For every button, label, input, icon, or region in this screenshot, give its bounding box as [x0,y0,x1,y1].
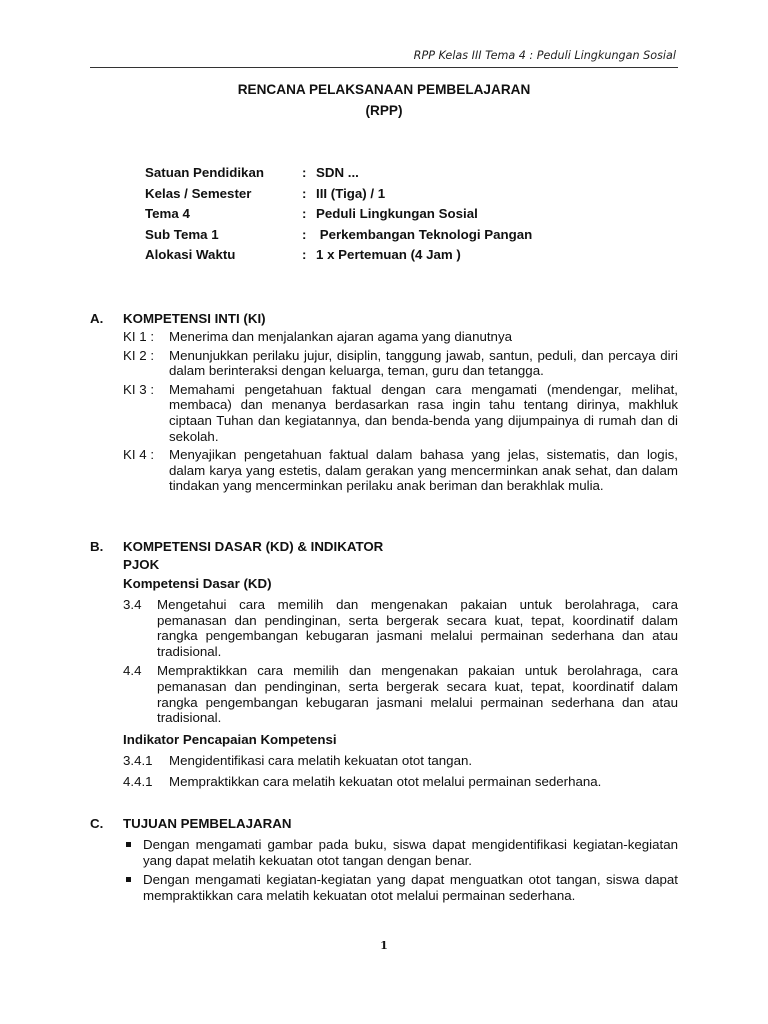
ki-label: KI 2 : [123,347,155,363]
section-kompetensi-dasar [90,539,678,796]
info-value: SDN ... [316,165,359,180]
section-heading [90,311,678,329]
goal-text: Dengan mengamati kegiatan-kegiatan yang dapat menguatkan otot tangan, siswa dapat mempraktikkan cara melatih kekuatan otot melalui permainan sederhana. [143,872,678,903]
ki-item [123,348,678,379]
info-row-kelas [145,186,532,207]
info-label: Satuan Pendidikan [145,165,264,180]
section-heading [90,539,678,557]
goal-text: Dengan mengamati gambar pada buku, siswa dapat mengidentifikasi kegiatan-kegiatan yang dapat melatih kekuatan otot tangan dengan benar. [143,837,678,868]
ki-label: KI 1 : [123,329,155,344]
section-title: KOMPETENSI INTI (KI) [123,311,266,326]
info-value: Perkembangan Teknologi Pangan [316,226,533,242]
section-tujuan-pembelajaran [90,816,678,907]
kd-text: Mengetahui cara memilih dan mengenakan pakaian untuk berolahraga, cara pemanasan dan pendinginan, serta bergerak secara kuat, tepat, koordinatif dalam rangka pengembangan kebugaran jasmani melalui permainan sederhana dan atau tradisional. [157,597,678,659]
info-row-subtema [145,227,532,248]
indicator-number: 3.4.1 [123,752,153,768]
ki-text: Menyajikan pengetahuan faktual dalam bahasa yang jelas, sistematis, dan logis, dalam karya yang estetis, dalam gerakan yang mencerminkan anak sehat, dan dalam tindakan yang mencerminkan perilaku anak beriman dan berakhlak mulia. [169,447,678,494]
indicator-number: 4.4.1 [123,774,153,790]
info-row-alokasi [145,247,532,268]
kd-text: Mempraktikkan cara memilih dan mengenakan pakaian untuk berolahraga, cara pemanasan dan pendinginan, serta bergerak secara kuat, tepat, koordinatif dalam rangka pengembangan kebugaran jasmani melalui permainan sederhana dan atau tradisional. [157,663,678,726]
info-colon: : [302,185,307,201]
identity-table [145,165,532,268]
info-label: Kelas / Semester [145,185,252,201]
square-bullet-icon [123,837,143,868]
kd-number: 3.4 [123,597,142,612]
section-letter: A. [90,311,104,326]
document-title: RENCANA PELAKSANAAN PEMBELAJARAN [237,82,531,97]
ki-item [123,382,678,444]
section-letter: C. [90,816,104,831]
indicator-text: Mempraktikkan cara melatih kekuatan otot melalui permainan sederhana. [169,774,602,790]
info-label: Sub Tema 1 [145,226,219,242]
info-label: Tema 4 [145,206,190,221]
info-colon: : [302,206,307,221]
section-title: KOMPETENSI DASAR (KD) & INDIKATOR [123,539,384,554]
ki-label: KI 3 : [123,381,155,397]
kd-heading: Kompetensi Dasar (KD) [123,576,272,591]
kd-item [123,663,678,725]
ki-text: Memahami pengetahuan faktual dengan cara mengamati (mendengar, melihat, membaca) dan menanya berdasarkan rasa ingin tahu tentang dirinya, makhluk ciptaan Tuhan dan kegiatannya, dan benda-benda yang dijumpainya di rumah dan di sekolah. [169,381,678,444]
indicator-item [123,753,678,769]
running-header: RPP Kelas III Tema 4 : Peduli Lingkungan Sosial [413,49,676,62]
section-title: TUJUAN PEMBELAJARAN [123,816,292,831]
ki-text: Menunjukkan perilaku jujur, disiplin, tanggung jawab, santun, peduli, dan percaya diri dalam berinteraksi dengan keluarga, teman, guru dan tetangga. [169,347,678,379]
section-letter: B. [90,539,104,554]
indicator-text: Mengidentifikasi cara melatih kekuatan otot tangan. [169,752,473,768]
kd-number: 4.4 [123,663,142,679]
info-colon: : [302,247,307,262]
info-value: 1 x Pertemuan (4 Jam ) [316,247,461,262]
kd-item [123,597,678,659]
ki-label: KI 4 : [123,447,155,463]
document-subtitle: (RPP) [365,103,403,118]
info-colon: : [302,165,307,180]
goal-item [123,872,678,903]
info-row-tema [145,206,532,227]
indicator-item [123,774,678,790]
section-kompetensi-inti [90,311,678,497]
header-rule [90,67,678,68]
info-value: III (Tiga) / 1 [316,185,386,201]
subject-heading: PJOK [123,557,160,572]
ki-text: Menerima dan menjalankan ajaran agama yang dianutnya [169,329,512,344]
ki-list [123,329,678,494]
section-heading [90,816,678,834]
info-value: Peduli Lingkungan Sosial [316,206,478,221]
indicator-heading: Indikator Pencapaian Kompetensi [123,731,337,747]
info-row-satuan [145,165,532,186]
page-number: 1 [380,939,388,952]
ki-item [123,447,678,494]
square-bullet-icon [123,872,143,903]
info-label: Alokasi Waktu [145,247,236,262]
ki-item [123,329,678,345]
info-colon: : [302,226,307,242]
goal-item [123,837,678,868]
